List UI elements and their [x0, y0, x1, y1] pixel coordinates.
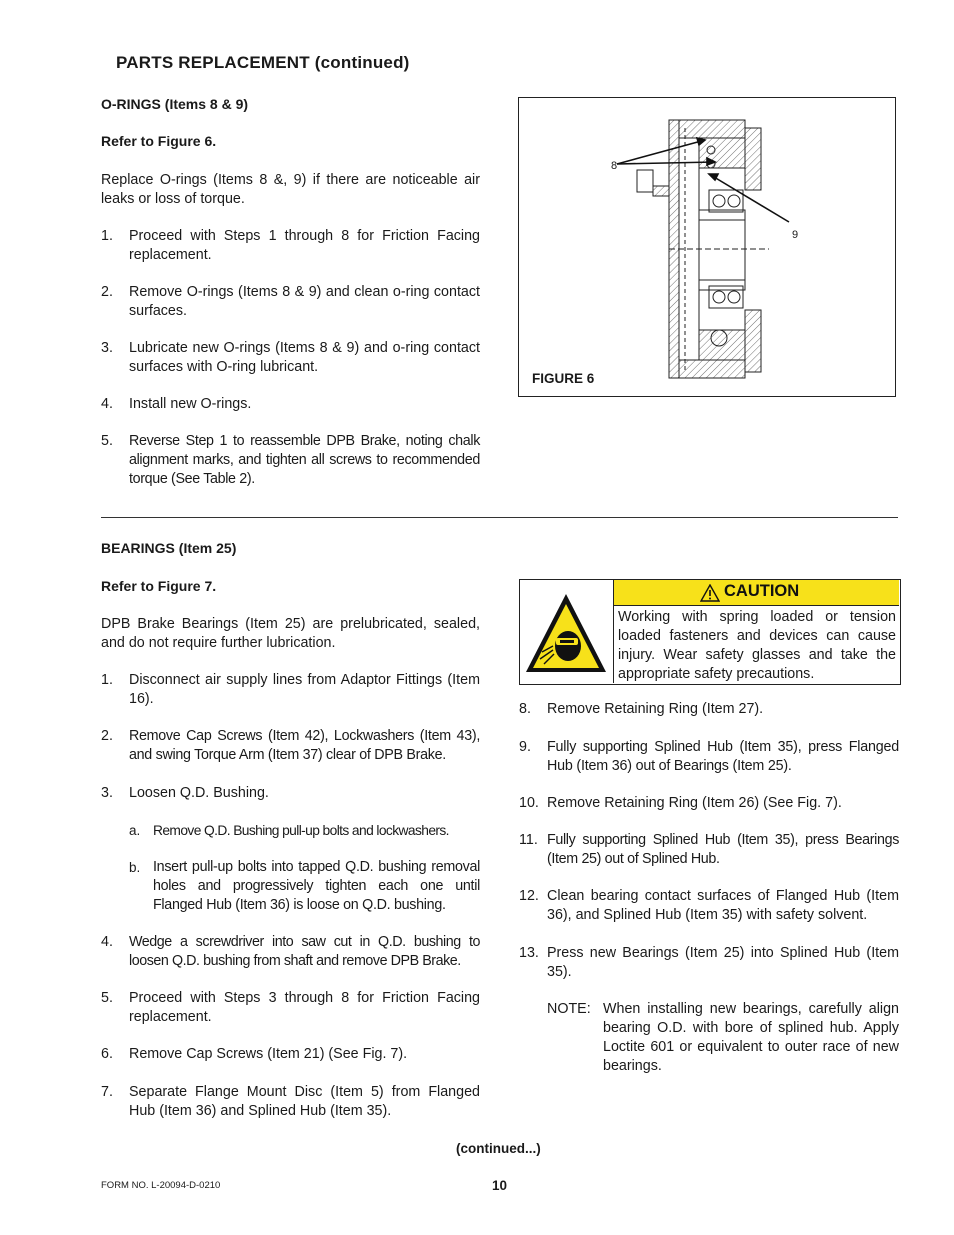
- bearing-step: Wedge a screwdriver into saw cut in Q.D. bushing to loosen Q.D. bushing from shaft and remove DPB Brake.: [129, 934, 480, 969]
- bearing-step: Loosen Q.D. Bushing.: [129, 785, 269, 801]
- bearing-step: Press new Bearings (Item 25) into Splined Hub (Item 35).: [547, 945, 899, 980]
- oring-step-num: 4.: [101, 396, 113, 412]
- bearing-step-num: 12.: [519, 888, 539, 904]
- bearing-substep-num: b.: [129, 860, 141, 875]
- caution-header: [614, 580, 899, 606]
- bearing-step-num: 3.: [101, 785, 113, 801]
- bearing-substep-num: a.: [129, 823, 141, 838]
- oring-step: Lubricate new O-rings (Items 8 & 9) and o-ring contact surfaces with O-ring lubricant.: [129, 340, 480, 375]
- bearing-step: Disconnect air supply lines from Adaptor Fittings (Item 16).: [129, 672, 480, 707]
- bearing-step: Remove Retaining Ring (Item 26) (See Fig. 7).: [547, 795, 842, 811]
- oring-step-num: 2.: [101, 284, 113, 300]
- bearing-step-num: 1.: [101, 672, 113, 688]
- oring-step-num: 1.: [101, 228, 113, 244]
- orings-heading: O-RINGS (Items 8 & 9): [101, 96, 249, 112]
- oring-step: Install new O-rings.: [129, 396, 252, 412]
- form-number: FORM NO. L-20094-D-0210: [101, 1180, 221, 1191]
- bearing-step-num: 6.: [101, 1046, 113, 1062]
- bearing-step: Remove Cap Screws (Item 42), Lockwashers (Item 43), and swing Torque Arm (Item 37) clear of DPB Brake.: [129, 728, 480, 763]
- caution-box: [519, 579, 901, 685]
- bearing-step: Proceed with Steps 3 through 8 for Friction Facing replacement.: [129, 990, 480, 1025]
- callout-label-9: 9: [792, 229, 799, 241]
- bearing-step: Separate Flange Mount Disc (Item 5) from Flanged Hub (Item 36) and Splined Hub (Item 35).: [129, 1084, 480, 1119]
- bearing-step-num: 7.: [101, 1084, 113, 1100]
- bearing-step-num: 5.: [101, 990, 113, 1006]
- orings-intro: Replace O-rings (Items 8 &, 9) if there are noticeable air leaks or loss of torque.: [101, 172, 480, 207]
- callout-label-8: 8: [611, 160, 618, 172]
- bearing-step-num: 2.: [101, 728, 113, 744]
- warning-triangle-icon: [700, 584, 720, 602]
- bearing-step: Fully supporting Splined Hub (Item 35), press Bearings (Item 25) out of Splined Hub.: [547, 832, 899, 867]
- bearing-step: Fully supporting Splined Hub (Item 35), press Flanged Hub (Item 36) out of Bearings (Item 25).: [547, 739, 899, 774]
- bearings-intro: DPB Brake Bearings (Item 25) are prelubricated, sealed, and do not require further lubrication.: [101, 616, 480, 651]
- bearing-substep: Insert pull-up bolts into tapped Q.D. bushing removal holes and progressively tighten each one until Flanged Hub (Item 36) is loose on Q.D. bushing.: [153, 859, 480, 913]
- continued-note: (continued...): [456, 1141, 541, 1156]
- oring-step-num: 3.: [101, 340, 113, 356]
- bearing-step: Remove Retaining Ring (Item 27).: [547, 701, 764, 717]
- caution-icon-cell: [520, 580, 614, 683]
- bearing-step-num: 8.: [519, 701, 531, 717]
- figure-6-frame: [518, 97, 896, 397]
- bearing-step-num: 10.: [519, 795, 539, 811]
- bearing-substep: Remove Q.D. Bushing pull-up bolts and lockwashers.: [153, 823, 449, 838]
- bearing-step-num: 11.: [519, 832, 538, 848]
- oring-step: Remove O-rings (Items 8 & 9) and clean o-ring contact surfaces.: [129, 284, 480, 319]
- note-label: NOTE:: [547, 1001, 591, 1017]
- bearing-step-num: 4.: [101, 934, 113, 950]
- bearing-step: Remove Cap Screws (Item 21) (See Fig. 7).: [129, 1046, 408, 1062]
- bearings-refer: Refer to Figure 7.: [101, 578, 217, 594]
- brake-cross-section-drawing: [519, 98, 894, 395]
- caution-text: Working with spring loaded or tension loaded fasteners and devices can cause injury. Wear safety glasses and take the appropriate safety precautions.: [618, 609, 896, 682]
- bearing-step: Clean bearing contact surfaces of Flanged Hub (Item 36), and Splined Hub (Item 35) with safety solvent.: [547, 888, 899, 923]
- safety-glasses-warning-icon: [520, 580, 612, 683]
- oring-step: Reverse Step 1 to reassemble DPB Brake, noting chalk alignment marks, and tighten all screws to recommended torque (See Table 2).: [129, 433, 480, 487]
- bearings-heading: BEARINGS (Item 25): [101, 540, 237, 556]
- bearing-step-num: 9.: [519, 739, 531, 755]
- bearing-step-num: 13.: [519, 945, 539, 961]
- orings-refer: Refer to Figure 6.: [101, 133, 217, 149]
- note-text: When installing new bearings, carefully align bearing O.D. with bore of splined hub. Apply Loctite 601 or equivalent to outer race of new bearings.: [603, 1001, 899, 1074]
- figure-caption: FIGURE 6: [532, 371, 595, 386]
- caution-title: CAUTION: [724, 582, 800, 600]
- page-title: PARTS REPLACEMENT (continued): [116, 53, 410, 72]
- oring-step: Proceed with Steps 1 through 8 for Friction Facing replacement.: [129, 228, 480, 263]
- oring-step-num: 5.: [101, 433, 113, 449]
- page-number: 10: [492, 1178, 508, 1193]
- section-divider: [101, 517, 898, 518]
